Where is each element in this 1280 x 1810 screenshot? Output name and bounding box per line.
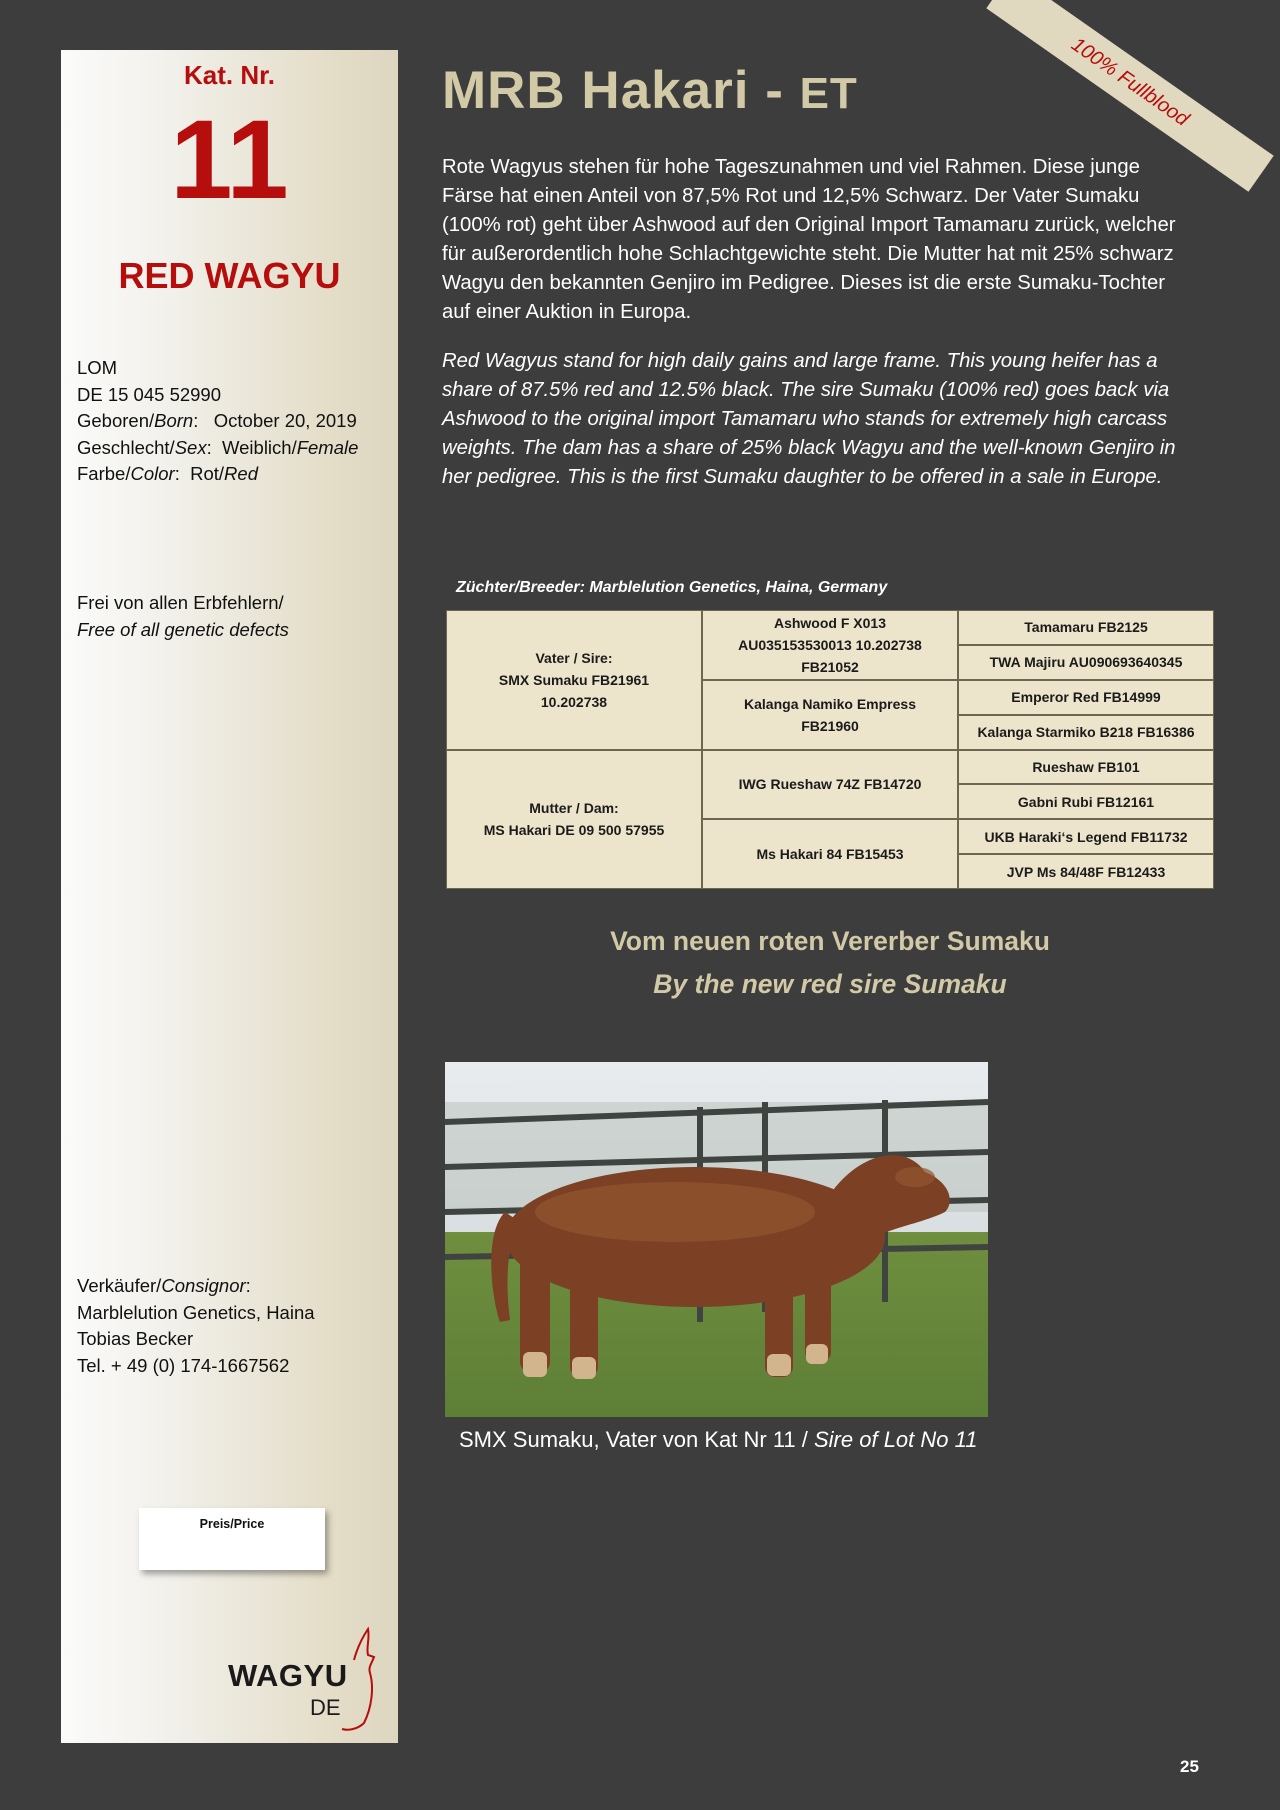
color-row: Farbe/Color: Rot/Red	[77, 463, 258, 484]
born-value: October 20, 2019	[213, 410, 357, 431]
page-number: 25	[1180, 1757, 1199, 1776]
consignor-name: Marblelution Genetics, Haina	[77, 1301, 315, 1323]
pedigree-sire: Vater / Sire: SMX Sumaku FB21961 10.202738	[446, 610, 702, 750]
consignor-phone: Tel. + 49 (0) 174-1667562	[77, 1354, 290, 1376]
pedigree-sire-dam: Kalanga Namiko Empress FB21960	[702, 680, 958, 750]
pedigree-sire-sire: Ashwood F X013 AU035153530013 10.202738 FB21052	[702, 610, 958, 680]
photo-caption: SMX Sumaku, Vater von Kat Nr 11 / Sire of Lot No 11	[459, 1427, 978, 1452]
pedigree-sss: Tamamaru FB2125	[958, 610, 1214, 645]
pedigree-dsd: Gabni Rubi FB12161	[958, 784, 1214, 819]
pedigree-dam-sire: IWG Rueshaw 74Z FB14720	[702, 750, 958, 820]
description-english: Red Wagyus stand for high daily gains and large frame. This young heifer has a share of 87.5% red and 12.5% black. The sire Sumaku (100% red) goes back via Ashwood to the original import Tamamaru who stands for extremely high carcass weights. The dam has a share of 25% black Wagyu and the well-known Genjiro in her pedigree. This is the first Sumaku daughter to be offered in a sale in Europe.	[442, 350, 1176, 488]
consignor-block	[77, 1273, 392, 1379]
bull-photo-illustration	[445, 1062, 988, 1417]
description-german: Rote Wagyus stehen für hohe Tageszunahmen und viel Rahmen. Diese junge Färse hat einen Anteil von 87,5% Rot und 12,5% Schwarz. Der Vater Sumaku (100% rot) geht über Ashwood auf den Original Import Tamamaru zurück, welcher für außerordentlich hohe Schlachtgewichte steht. Die Mutter hat mit 25% schwarz Wagyu den bekannten Genjiro im Pedigree. Dieses ist die erste Sumaku-Tochter auf einer Auktion in Europa.	[442, 156, 1176, 323]
banner-text: 100% Fullblood	[1067, 33, 1194, 131]
pedigree-sds: Emperor Red FB14999	[958, 680, 1214, 715]
breed-label: RED WAGYU	[118, 255, 341, 296]
price-label: Preis/Price	[199, 1517, 265, 1531]
title-suffix: ET	[799, 69, 858, 118]
animal-title: MRB Hakari - ET	[442, 61, 858, 120]
pedigree-table	[446, 610, 1214, 889]
tagline-english: By the new red sire Sumaku	[653, 969, 1007, 999]
consignor-label: Verkäufer/Consignor:	[77, 1275, 251, 1296]
pedigree-dam: Mutter / Dam: MS Hakari DE 09 500 57955	[446, 750, 702, 890]
sire-photo	[445, 1062, 988, 1417]
caption-italic: Sire of Lot No 11	[814, 1427, 978, 1452]
born-row: Geboren/Born: October 20, 2019	[77, 410, 357, 431]
logo-country: DE	[310, 1695, 341, 1720]
kat-label: Kat. Nr.	[183, 60, 276, 90]
lom-label: LOM	[77, 357, 118, 378]
lom-number: DE 15 045 52990	[77, 383, 222, 405]
breeder-line: Züchter/Breeder: Marblelution Genetics, Haina, Germany	[456, 579, 888, 596]
pedigree-dss: Rueshaw FB101	[958, 750, 1214, 785]
pedigree-ddd: JVP Ms 84/48F FB12433	[958, 854, 1214, 889]
sex-row: Geschlecht/Sex: Weiblich/Female	[77, 436, 359, 458]
lot-sidebar	[61, 50, 398, 1743]
wagyu-de-logo	[224, 1615, 394, 1735]
animal-info	[77, 355, 392, 488]
genetic-defects-note: Frei von allen Erbfehlern/ Free of all genetic defects	[77, 592, 289, 640]
pedigree-sdd: Kalanga Starmiko B218 FB16386	[958, 715, 1214, 750]
consignor-person: Tobias Becker	[77, 1328, 194, 1349]
pedigree-dam-dam: Ms Hakari 84 FB15453	[702, 819, 958, 889]
pedigree-ssd: TWA Majiru AU090693640345	[958, 645, 1214, 680]
pedigree-dds: UKB Haraki‘s Legend FB11732	[958, 819, 1214, 854]
logo-wordmark: WAGYU	[228, 1658, 348, 1693]
tagline-german: Vom neuen roten Vererber Sumaku	[610, 926, 1050, 956]
price-field[interactable]	[139, 1508, 325, 1570]
lot-number: 11	[170, 97, 289, 222]
